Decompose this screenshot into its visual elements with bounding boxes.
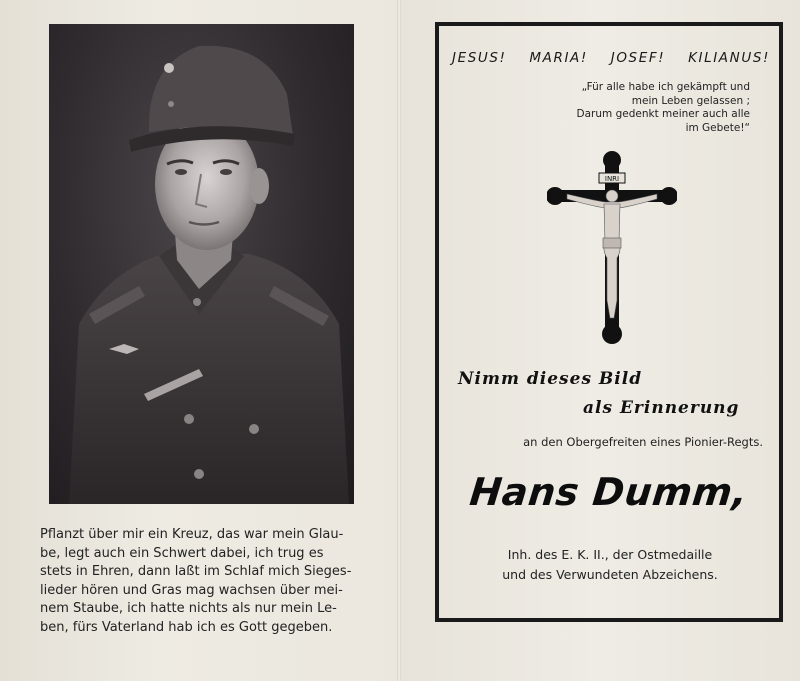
- remember-line-1: Nimm dieses Bild: [458, 369, 643, 389]
- remember-line-2: als Erinnerung: [583, 398, 740, 418]
- invocation-josef: JOSEF!: [610, 50, 666, 66]
- poem-line: ben, fürs Vaterland hab ich es Gott gegeben.: [40, 619, 333, 635]
- poem-line: Pflanzt über mir ein Kreuz, das war mein Glau-: [40, 527, 344, 542]
- invocation-line: [452, 50, 770, 66]
- portrait-illustration: [49, 24, 354, 504]
- poem-line: be, legt auch ein Schwert dabei, ich trug es: [40, 545, 324, 561]
- card-fold: [397, 0, 401, 681]
- quote-line: mein Leben gelassen ;: [631, 94, 750, 107]
- quote-line: Darum gedenkt meiner auch alle: [576, 108, 750, 120]
- honors: [440, 545, 780, 585]
- inri-plaque: INRI: [604, 175, 620, 183]
- rank-line: an den Obergefreiten eines Pionier-Regts.: [523, 435, 763, 449]
- invocation-jesus: JESUS!: [452, 50, 507, 66]
- poem-line: stets in Ehren, dann laßt im Schlaf mich Sieges-: [40, 564, 352, 579]
- soldier-portrait: [49, 24, 354, 504]
- deceased-name: Hans Dumm,: [467, 470, 750, 514]
- quote-line: „Für alle habe ich gekämpft und: [581, 81, 750, 93]
- quote-line: im Gebete!“: [685, 121, 750, 134]
- poem-line: nem Staube, ich hatte nichts als nur mein Le-: [40, 601, 337, 616]
- poem-line: lieder hören und Gras mag wachsen über mei-: [40, 582, 343, 598]
- invocation-maria: MARIA!: [529, 50, 588, 66]
- memorial-poem: [40, 526, 370, 637]
- crucifix-icon: [547, 150, 677, 346]
- invocation-kilianus: KILIANUS!: [688, 50, 770, 66]
- honors-line-1: Inh. des E. K. II., der Ostmedaille: [507, 547, 713, 562]
- honors-line-2: und des Verwundeten Abzeichens.: [502, 567, 718, 582]
- epitaph-quote: [480, 81, 750, 135]
